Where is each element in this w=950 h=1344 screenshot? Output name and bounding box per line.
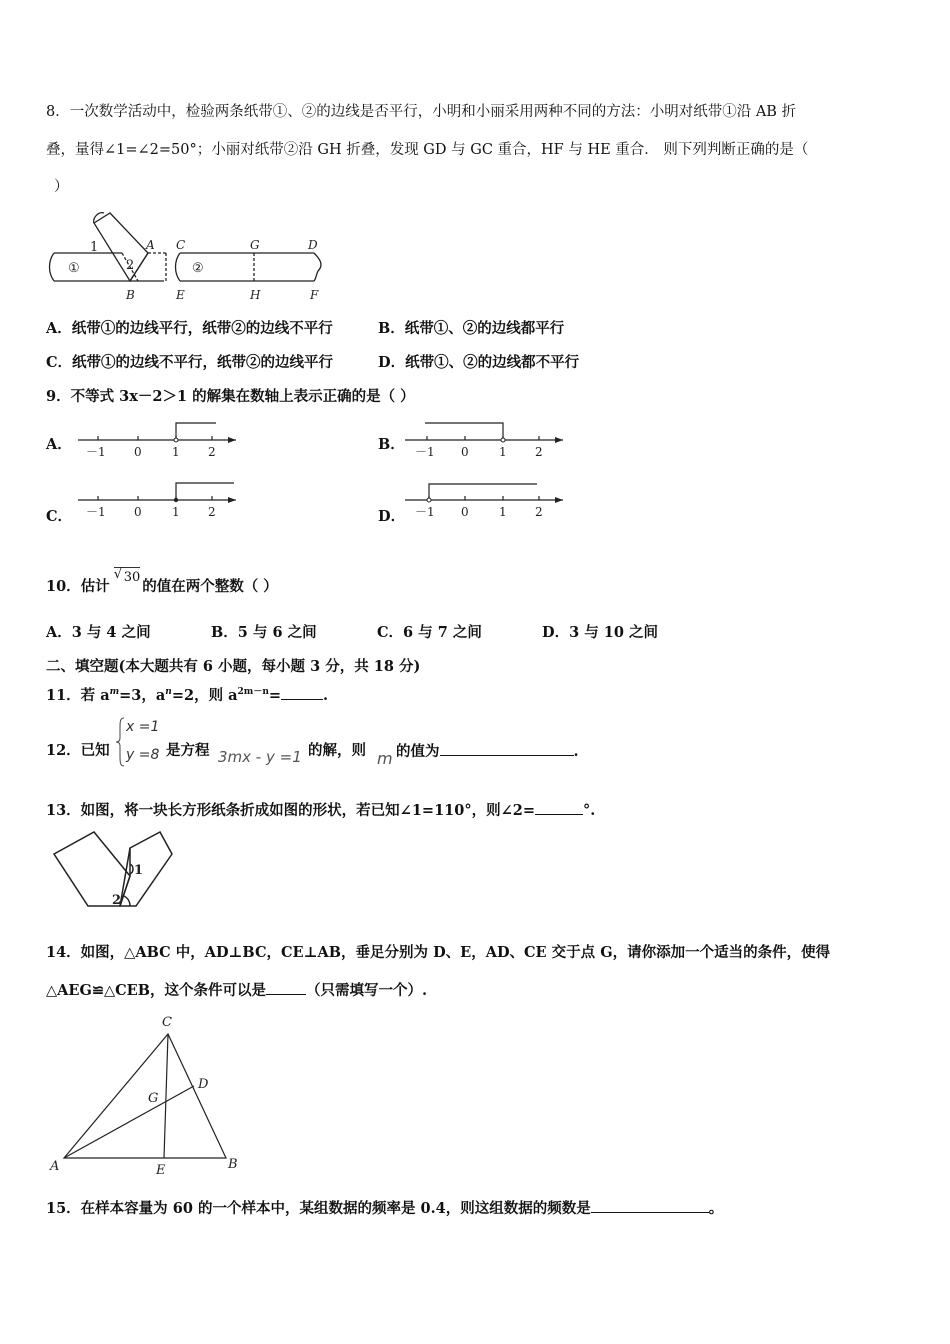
q14-point-G: G bbox=[148, 1091, 159, 1106]
q14-point-B: B bbox=[228, 1157, 238, 1172]
q9-numberline-d bbox=[405, 478, 575, 522]
point-C: C bbox=[176, 238, 186, 252]
q15-answer-blank[interactable] bbox=[591, 1198, 709, 1213]
q9-label-c: C． bbox=[46, 508, 73, 525]
tick-a-4: 2 bbox=[208, 445, 216, 459]
q10-stem bbox=[46, 567, 278, 598]
q9-numberline-b bbox=[405, 418, 575, 462]
band1-label: ① bbox=[68, 261, 80, 276]
q8-option-b: B．纸带①、②的边线都平行 bbox=[378, 320, 565, 337]
tick-c-4: 2 bbox=[208, 505, 216, 519]
q10-prefix: 10．估计 bbox=[46, 578, 110, 595]
tick-a-1: －1 bbox=[86, 445, 106, 459]
tick-b-3: 1 bbox=[499, 445, 507, 459]
q14-point-E: E bbox=[156, 1163, 166, 1178]
q9-numberline-c bbox=[78, 478, 248, 522]
q14-point-C: C bbox=[162, 1015, 172, 1030]
point-A: A bbox=[146, 238, 155, 252]
q9-numberline-a bbox=[78, 418, 248, 462]
q8-option-d: D．纸带①、②的边线都不平行 bbox=[378, 354, 580, 371]
tick-c-1: －1 bbox=[86, 505, 106, 519]
tick-c-2: 0 bbox=[134, 505, 142, 519]
angle1-label: 1 bbox=[90, 240, 99, 255]
q11-stem: 11．若 $a^m=3$，$a^n=2$，则 $a^{2m-n}=$ . bbox=[46, 686, 329, 704]
q8-figure bbox=[46, 205, 336, 305]
point-D: D bbox=[308, 238, 318, 252]
q14-line1: 14．如图，△ABC 中，AD⊥BC，CE⊥AB，垂足分别为 D、E，AD、CE 交于点 G，请你添加一个适当的条件，使得 bbox=[46, 944, 831, 961]
tick-b-1: －1 bbox=[415, 445, 435, 459]
q8-line1: 8．一次数学活动中，检验两条纸带①、②的边线是否平行，小明和小丽采用两种不同的方法：小明对纸带①沿 AB 折 bbox=[46, 104, 797, 120]
tick-d-1: －1 bbox=[415, 505, 435, 519]
q8-line3: ） bbox=[54, 179, 69, 195]
q12-mid: 是方程 bbox=[166, 742, 210, 759]
q12-prefix: 12．已知 bbox=[46, 742, 110, 759]
q9-label-a: A． bbox=[46, 436, 72, 453]
section-2-heading: 二、填空题(本大题共有 6 小题，每小题 3 分，共 18 分) bbox=[46, 658, 421, 675]
tick-a-3: 1 bbox=[172, 445, 180, 459]
q12-variable: m bbox=[377, 749, 393, 768]
q10-radical: √ 30 bbox=[114, 567, 141, 588]
tick-b-2: 0 bbox=[461, 445, 469, 459]
q12-mid2: 的解，则 bbox=[308, 742, 366, 759]
q12-system-line1: x =1 bbox=[126, 719, 160, 735]
q14-figure bbox=[46, 1008, 246, 1178]
q13-figure bbox=[50, 828, 175, 913]
tick-a-2: 0 bbox=[134, 445, 142, 459]
q13-answer-blank[interactable] bbox=[535, 800, 583, 815]
q12-equation: 3mx - y =1 bbox=[218, 748, 302, 766]
tick-d-3: 1 bbox=[499, 505, 507, 519]
tick-d-2: 0 bbox=[461, 505, 469, 519]
point-B: B bbox=[126, 288, 135, 302]
point-H: H bbox=[250, 288, 261, 302]
q14-point-A: A bbox=[50, 1159, 60, 1174]
q12-system-line2: y =8 bbox=[126, 747, 160, 763]
q14-line2: △AEG≌△CEB，这个条件可以是 （只需填写一个）. bbox=[46, 982, 428, 999]
q14-answer-blank[interactable] bbox=[266, 980, 306, 995]
tick-b-4: 2 bbox=[535, 445, 543, 459]
q10-option-c: C．6 与 7 之间 bbox=[377, 624, 482, 641]
q10-option-d: D．3 与 10 之间 bbox=[542, 624, 658, 641]
tick-c-3: 1 bbox=[172, 505, 180, 519]
q12-brace bbox=[116, 716, 126, 768]
q10-option-b: B．5 与 6 之间 bbox=[211, 624, 317, 641]
point-E: E bbox=[176, 288, 185, 302]
q10-suffix: 的值在两个整数（ ） bbox=[142, 578, 278, 595]
point-G: G bbox=[250, 238, 260, 252]
q13-angle2-label: 2 bbox=[112, 893, 122, 908]
angle2-label: 2 bbox=[126, 258, 135, 273]
q15-stem: 15．在样本容量为 60 的一个样本中，某组数据的频率是 0.4，则这组数据的频数是 。 bbox=[46, 1200, 724, 1217]
q10-option-a: A．3 与 4 之间 bbox=[46, 624, 151, 641]
q9-stem: 9．不等式 3x－2＞1 的解集在数轴上表示正确的是（ ） bbox=[46, 388, 415, 405]
q12-answer-blank[interactable] bbox=[440, 741, 574, 756]
q12-tail: 的值为 . bbox=[396, 743, 579, 760]
q13-angle1-label: 1 bbox=[134, 863, 144, 878]
point-F: F bbox=[310, 288, 319, 302]
tick-d-4: 2 bbox=[535, 505, 543, 519]
q8-option-c: C．纸带①的边线不平行，纸带②的边线平行 bbox=[46, 354, 334, 371]
q8-option-a: A．纸带①的边线平行，纸带②的边线不平行 bbox=[46, 320, 333, 337]
q9-label-b: B． bbox=[378, 436, 405, 453]
q8-line2: 叠，量得∠1=∠2=50°；小丽对纸带②沿 GH 折叠，发现 GD 与 GC 重合，HF 与 HE 重合． 则下列判断正确的是（ bbox=[46, 142, 809, 158]
band2-label: ② bbox=[192, 261, 204, 276]
q13-stem: 13．如图，将一块长方形纸条折成如图的形状，若已知∠1=110°，则∠2= °. bbox=[46, 802, 596, 819]
q14-point-D: D bbox=[198, 1077, 209, 1092]
q9-label-d: D． bbox=[378, 508, 406, 525]
q11-answer-blank[interactable] bbox=[281, 685, 323, 700]
